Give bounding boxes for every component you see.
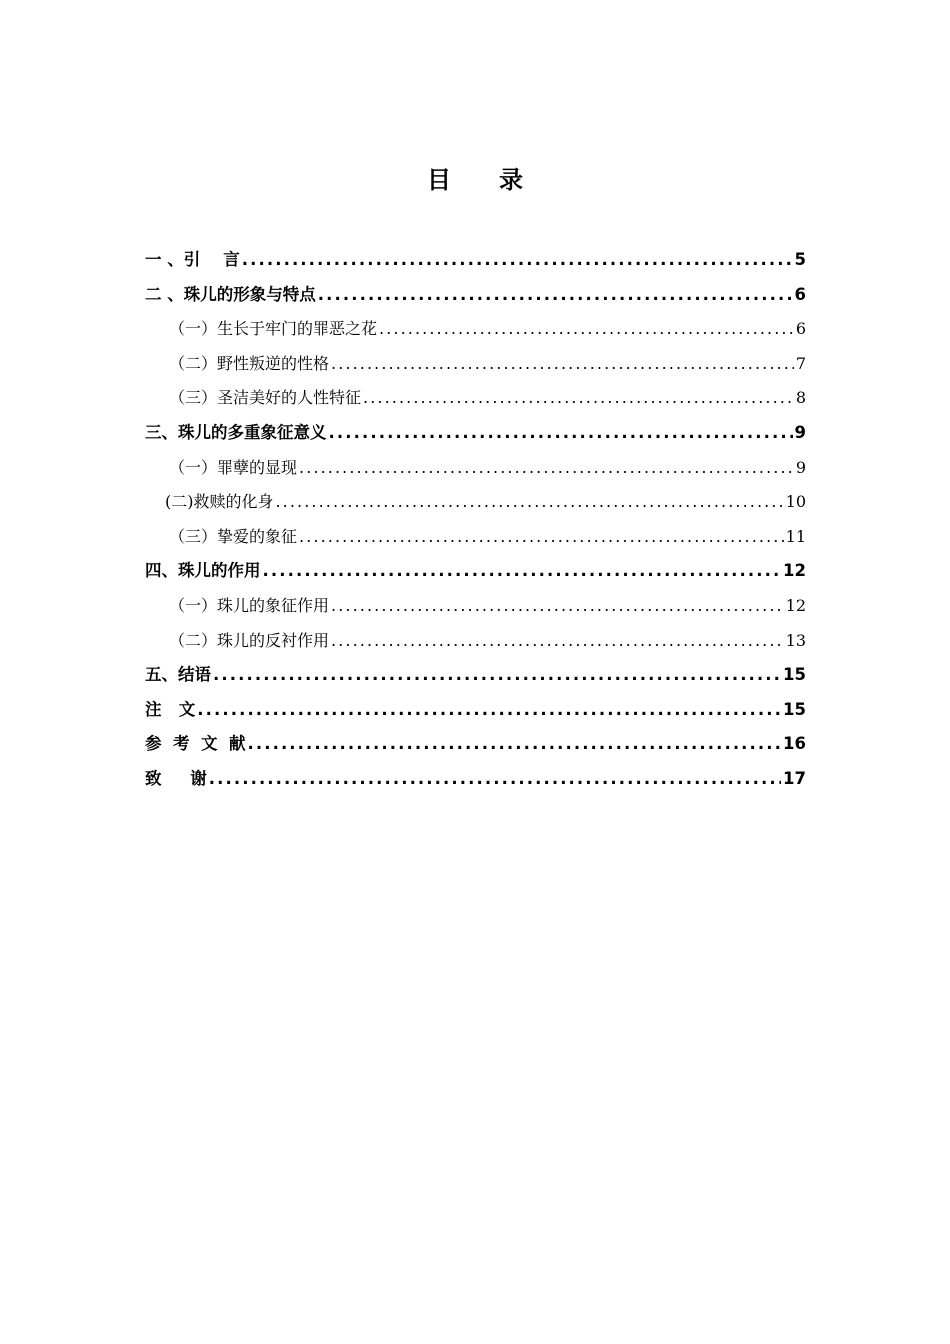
toc-title-char: 录: [499, 166, 523, 194]
toc-entry-section-2-2[interactable]: [145, 350, 806, 385]
toc-entry-section-4-2[interactable]: [145, 627, 806, 662]
toc-entry-page: 12: [785, 595, 806, 615]
toc-entry-section-3-3[interactable]: [145, 523, 806, 558]
toc-entry-label: （三）圣洁美好的人性特征: [169, 388, 362, 408]
toc-leader-dots: [331, 592, 784, 620]
toc-entry-label: （一）珠儿的象征作用: [169, 595, 330, 615]
toc-entry-page: 9: [794, 422, 806, 442]
toc-leader-dots: [379, 315, 794, 343]
toc-entry-page: 15: [783, 699, 806, 719]
toc-entry-section-4[interactable]: [145, 557, 806, 592]
toc-entry-label: 致 谢: [145, 768, 207, 788]
toc-entry-introduction[interactable]: [145, 246, 806, 281]
toc-entry-notes[interactable]: [145, 696, 806, 731]
toc-entry-label: 三、珠儿的多重象征意义: [145, 422, 327, 442]
toc-entry-section-3-1[interactable]: [145, 454, 806, 489]
toc-leader-dots: [331, 350, 794, 378]
toc-entry-label: （二）野性叛逆的性格: [169, 353, 330, 373]
toc-entry-page: 5: [794, 250, 806, 269]
toc-entry-page: 12: [783, 561, 806, 581]
toc-leader-dots: [242, 246, 793, 274]
toc-entry-section-3[interactable]: [145, 419, 806, 454]
toc-entry-label: （一）生长于牢门的罪恶之花: [169, 319, 378, 339]
toc-entry-label: 二 、珠儿的形象与特点: [145, 284, 316, 304]
toc-leader-dots: [209, 765, 781, 793]
toc-leader-dots: [299, 454, 794, 482]
toc-leader-dots: [331, 627, 784, 655]
toc-entry-conclusion[interactable]: [145, 661, 806, 696]
toc-entry-label: 四、珠儿的作用: [145, 561, 261, 581]
toc-entry-page: 8: [795, 388, 806, 408]
toc-entry-section-4-1[interactable]: [145, 592, 806, 627]
toc-title-char: 目: [427, 166, 451, 194]
toc-leader-dots: [263, 557, 782, 585]
toc-title: [0, 160, 950, 195]
toc-entry-section-2[interactable]: [145, 281, 806, 316]
toc-entry-label: 参 考 文 献: [145, 734, 246, 754]
toc-entry-page: 11: [785, 526, 806, 546]
toc-entry-page: 6: [794, 284, 806, 304]
toc-leader-dots: [197, 696, 781, 724]
toc-entry-section-2-3[interactable]: [145, 384, 806, 419]
toc-leader-dots: [213, 661, 781, 689]
toc-leader-dots: [276, 488, 784, 516]
toc-leader-dots: [318, 281, 793, 309]
toc-entry-label: (二)救赎的化身: [165, 492, 274, 512]
toc-entry-page: 13: [785, 630, 806, 650]
toc-entry-acknowledgements[interactable]: [145, 765, 806, 800]
toc-entry-page: 9: [795, 457, 806, 477]
toc-entry-page: 6: [795, 319, 806, 339]
toc-entry-page: 10: [785, 492, 806, 512]
toc-leader-dots: [299, 523, 784, 551]
toc-entry-page: 17: [783, 768, 806, 788]
toc-entry-label: （二）珠儿的反衬作用: [169, 630, 330, 650]
toc-entry-label: （三）挚爱的象征: [169, 526, 298, 546]
toc-entry-label: 一 、引 言: [145, 250, 240, 269]
toc-entry-page: 7: [795, 353, 806, 373]
toc-entry-references[interactable]: [145, 730, 806, 765]
toc-entry-page: 16: [783, 734, 806, 754]
toc-leader-dots: [247, 730, 781, 758]
toc-entry-section-2-1[interactable]: [145, 315, 806, 350]
toc-entry-label: 五、结语: [145, 665, 211, 685]
toc-leader-dots: [329, 419, 793, 447]
toc-list: [145, 246, 806, 800]
toc-entry-label: （一）罪孽的显现: [169, 457, 298, 477]
toc-entry-section-3-2[interactable]: [145, 488, 806, 523]
toc-leader-dots: [363, 384, 794, 412]
toc-entry-page: 15: [783, 665, 806, 685]
toc-entry-label: 注 文: [145, 699, 196, 719]
